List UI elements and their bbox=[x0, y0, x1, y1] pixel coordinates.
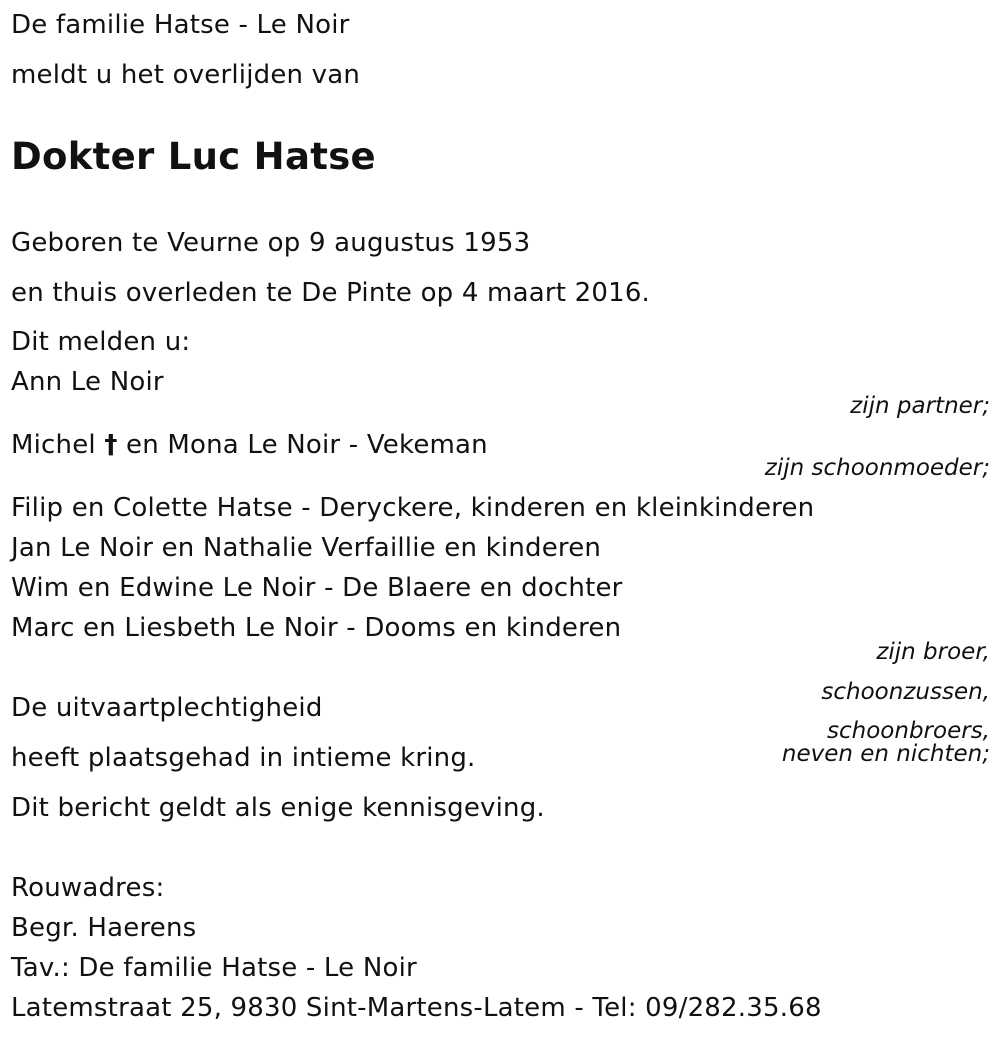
death-line: en thuis overleden te De Pinte op 4 maart 2016. bbox=[11, 278, 651, 308]
siblings-relation: zijn broer, bbox=[876, 639, 990, 665]
in-law-relation: zijn schoonmoeder; bbox=[764, 455, 990, 481]
siblings-relation: schoonzussen, bbox=[821, 679, 990, 705]
in-law-name-rest: en Mona Le Noir - Vekeman bbox=[126, 430, 488, 460]
funeral-line: De uitvaartplechtigheid bbox=[11, 693, 323, 723]
siblings-relation: neven en nichten; bbox=[781, 741, 990, 767]
intro-family: De familie Hatse - Le Noir bbox=[11, 10, 350, 40]
address-line: Begr. Haerens bbox=[11, 913, 197, 943]
funeral-line: heeft plaatsgehad in intieme kring. bbox=[11, 743, 476, 773]
cross-icon: † bbox=[104, 430, 118, 460]
announcers-heading: Dit melden u: bbox=[11, 327, 191, 357]
siblings-relation: schoonbroers, bbox=[827, 718, 990, 744]
address-line: Latemstraat 25, 9830 Sint-Martens-Latem - Tel: 09/282.35.68 bbox=[11, 993, 822, 1023]
partner-relation: zijn partner; bbox=[850, 393, 990, 419]
address-heading: Rouwadres: bbox=[11, 873, 165, 903]
in-law-name-first: Michel bbox=[11, 430, 96, 460]
address-line: Tav.: De familie Hatse - Le Noir bbox=[11, 953, 417, 983]
sibling-line: Jan Le Noir en Nathalie Verfaillie en kinderen bbox=[11, 533, 602, 563]
birth-line: Geboren te Veurne op 9 augustus 1953 bbox=[11, 228, 531, 258]
sibling-line: Filip en Colette Hatse - Deryckere, kinderen en kleinkinderen bbox=[11, 493, 815, 523]
in-law-names bbox=[11, 430, 488, 460]
sibling-line: Wim en Edwine Le Noir - De Blaere en dochter bbox=[11, 573, 623, 603]
notice-line: Dit bericht geldt als enige kennisgeving. bbox=[11, 793, 545, 823]
sibling-line: Marc en Liesbeth Le Noir - Dooms en kinderen bbox=[11, 613, 622, 643]
partner-name: Ann Le Noir bbox=[11, 367, 164, 397]
intro-announcement: meldt u het overlijden van bbox=[11, 60, 361, 90]
deceased-name: Dokter Luc Hatse bbox=[11, 135, 376, 178]
